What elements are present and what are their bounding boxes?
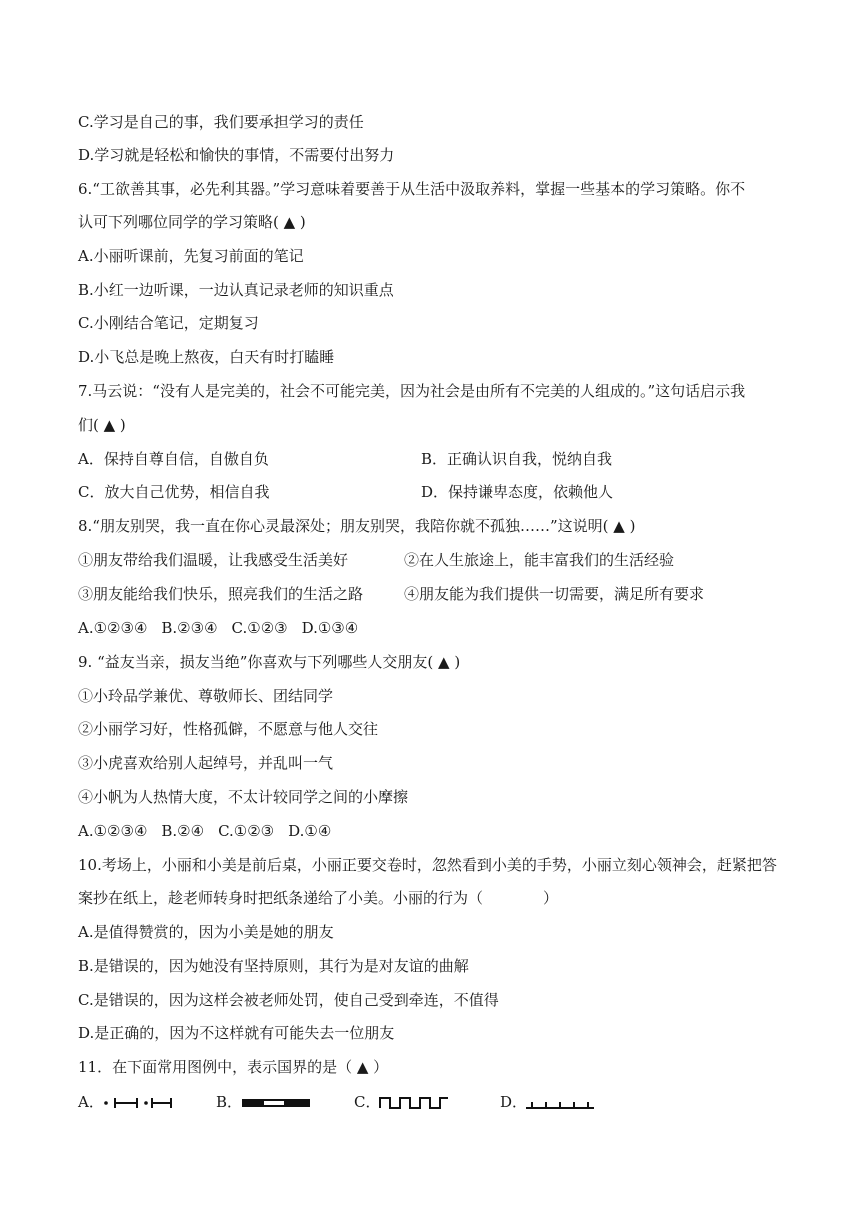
q7-option-b: B．正确认识自我，悦纳自我 <box>421 450 613 468</box>
q9-option: C.①②③ <box>218 822 275 840</box>
q9-option: A.①②③④ <box>78 822 148 840</box>
q10-option-c: C.是错误的，因为这样会被老师处罚，使自己受到牵连，不值得 <box>78 991 499 1009</box>
q10-stem-line1: 10.考场上，小丽和小美是前后桌，小丽正要交卷时，忽然看到小美的手势，小丽立刻心领神会，赶紧把答 <box>78 856 777 874</box>
railway-icon <box>240 1094 312 1112</box>
q11-option-d-label: D． <box>500 1093 528 1111</box>
q8-statement-1: ①朋友带给我们温暖，让我感受生活美好 <box>78 551 349 569</box>
q9-statement-3: ③小虎喜欢给别人起绰号，并乱叫一气 <box>78 754 334 772</box>
q10-option-d: D.是正确的，因为不这样就有可能失去一位朋友 <box>78 1024 395 1042</box>
q6-option-b: B.小红一边听课，一边认真记录老师的知识重点 <box>78 281 394 299</box>
q7-options-row2 <box>78 482 778 502</box>
q10-option-b: B.是错误的，因为她没有坚持原则，其行为是对友谊的曲解 <box>78 957 469 975</box>
q8-statements-row2 <box>78 584 778 604</box>
border-dash-dot-icon <box>102 1094 174 1112</box>
q7-options-row1 <box>78 449 778 469</box>
q5-option-c: C.学习是自己的事，我们要承担学习的责任 <box>78 113 364 131</box>
boundary-tick-icon <box>524 1094 596 1112</box>
q11-option-b-label: B． <box>216 1093 243 1111</box>
q8-statement-3: ③朋友能给我们快乐，照亮我们的生活之路 <box>78 585 364 603</box>
q10-stem-line2: 案抄在纸上，趁老师转身时把纸条递给了小美。小丽的行为（ ） <box>78 889 559 907</box>
q10-option-a: A.是值得赞赏的，因为小美是她的朋友 <box>78 923 334 941</box>
q6-option-c: C.小刚结合笔记，定期复习 <box>78 314 259 332</box>
q8-statement-4: ④朋友能为我们提供一切需要，满足所有要求 <box>404 585 705 603</box>
q8-option: C.①②③ <box>231 619 288 637</box>
q8-statements-row1 <box>78 550 778 570</box>
q11-option-a-label: A． <box>78 1093 104 1111</box>
q8-option: A.①②③④ <box>78 619 148 637</box>
q9-option: B.②④ <box>161 822 205 840</box>
q7-stem-line2: 们( ▲ ) <box>78 416 126 434</box>
q8-option: D.①③④ <box>301 619 359 637</box>
q7-option-c: C．放大自己优势，相信自我 <box>78 483 270 501</box>
q9-statement-2: ②小丽学习好，性格孤僻，不愿意与他人交往 <box>78 720 379 738</box>
q11-option-c-label: C． <box>354 1093 381 1111</box>
q9-options <box>78 821 345 841</box>
q6-option-d: D.小飞总是晚上熬夜，白天有时打瞌睡 <box>78 348 335 366</box>
q7-stem-line1: 7.马云说：“没有人是完美的，社会不可能完美，因为社会是由所有不完美的人组成的。”这句话启示我 <box>78 382 746 400</box>
q8-options <box>78 618 372 638</box>
q11-stem: 11．在下面常用图例中，表示国界的是（ ▲ ） <box>78 1058 389 1076</box>
q11-legend-options <box>78 1092 678 1116</box>
q9-statement-4: ④小帆为人热情大度，不太计较同学之间的小摩擦 <box>78 788 409 806</box>
q6-stem-line2: 认可下列哪位同学的学习策略( ▲ ) <box>78 213 306 231</box>
q8-option: B.②③④ <box>161 619 218 637</box>
q7-option-a: A．保持自尊自信，自傲自负 <box>78 450 269 468</box>
q8-statement-2: ②在人生旅途上，能丰富我们的生活经验 <box>404 551 675 569</box>
q7-option-d: D．保持谦卑态度，依赖他人 <box>421 483 614 501</box>
q9-option: D.①④ <box>288 822 332 840</box>
q8-stem: 8.“朋友别哭，我一直在你心灵最深处；朋友别哭，我陪你就不孤独……”这说明( ▲ ) <box>78 517 636 535</box>
q6-option-a: A.小丽听课前，先复习前面的笔记 <box>78 247 304 265</box>
q6-stem-line1: 6.“工欲善其事，必先利其器。”学习意味着要善于从生活中汲取养料，掌握一些基本的学习策略。你不 <box>78 180 746 198</box>
q5-option-d: D.学习就是轻松和愉快的事情，不需要付出努力 <box>78 146 395 164</box>
wall-icon <box>378 1094 450 1112</box>
q9-stem: 9. “益友当亲，损友当绝”你喜欢与下列哪些人交朋友( ▲ ) <box>78 653 461 671</box>
q9-statement-1: ①小玲品学兼优、尊敬师长、团结同学 <box>78 687 334 705</box>
